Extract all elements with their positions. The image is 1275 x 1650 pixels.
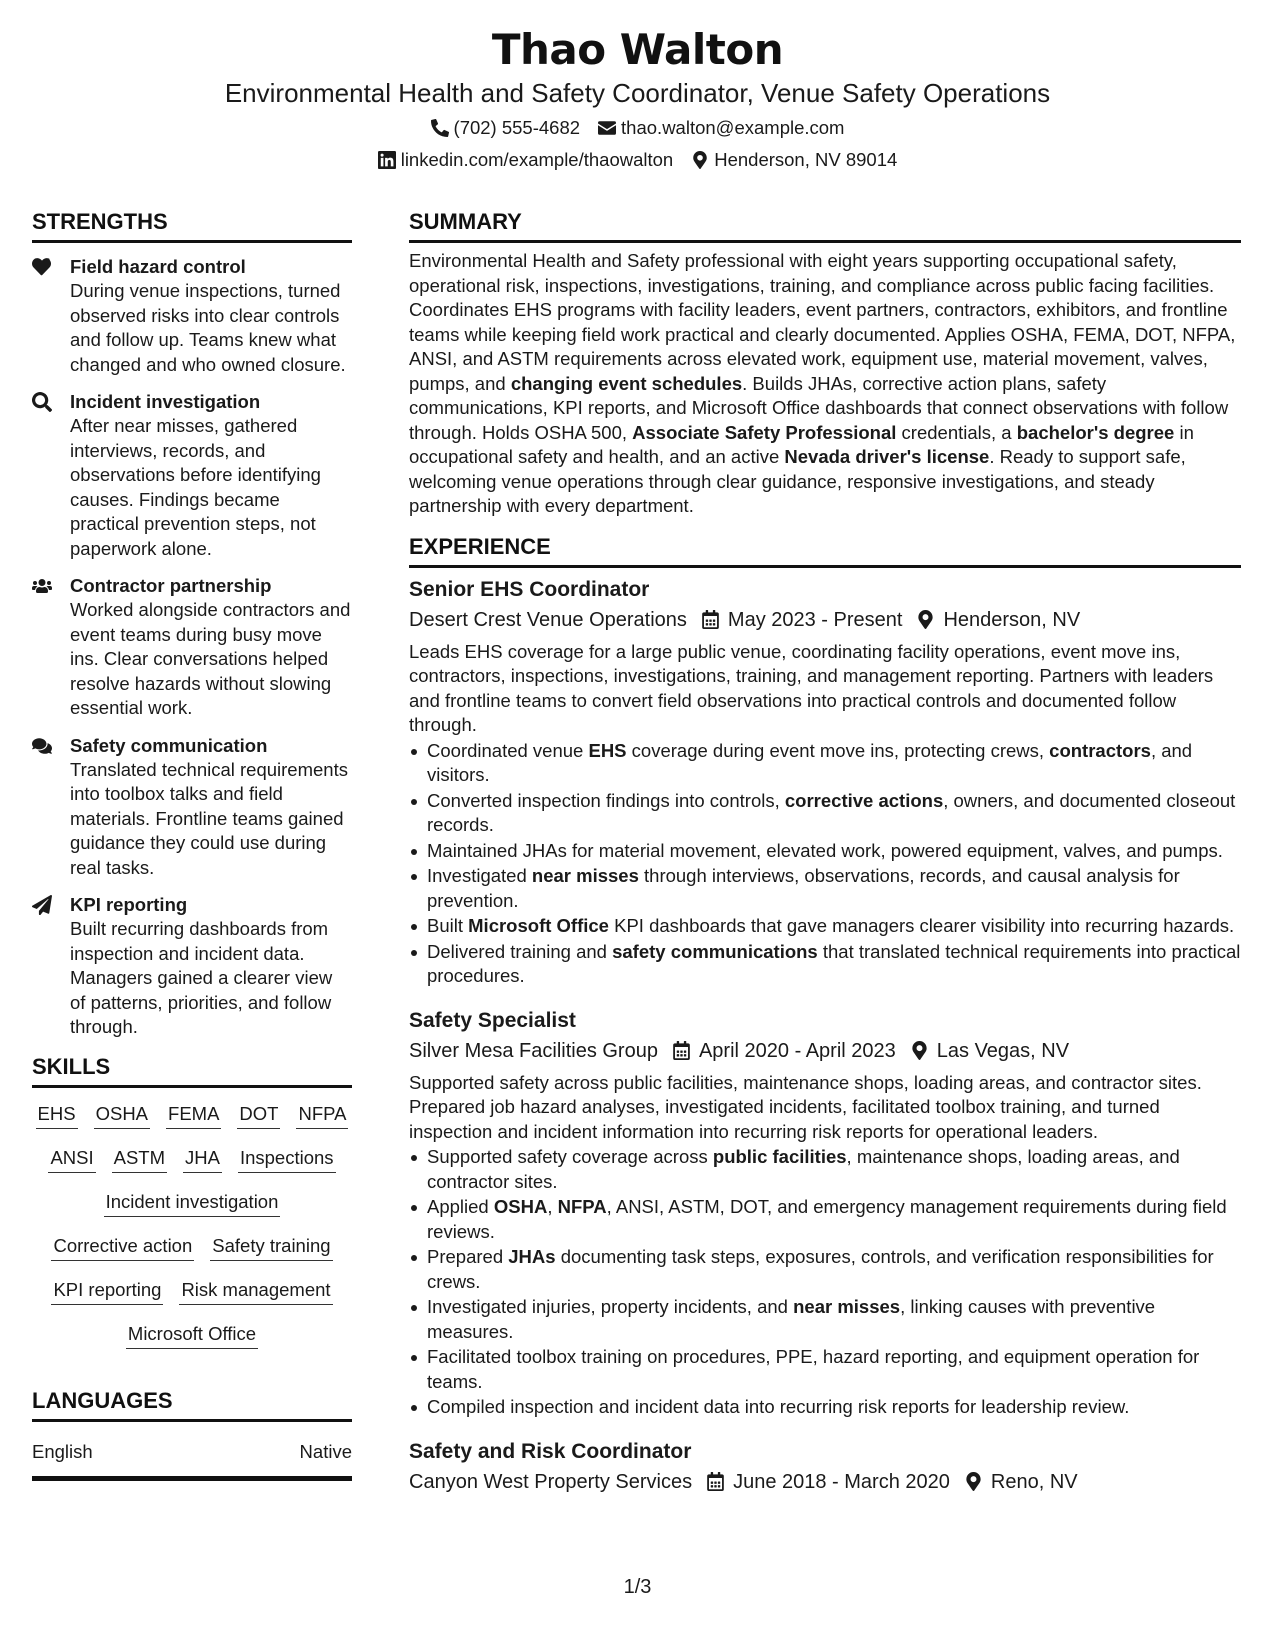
left-column (32, 208, 352, 1481)
text-run: Delivered training and (427, 940, 613, 962)
job-dates (701, 606, 903, 634)
job-location-text: Henderson, NV (943, 608, 1081, 631)
job-title: Safety and Risk Coordinator (409, 1439, 692, 1463)
envelope-icon (598, 119, 616, 137)
bullet-item (409, 839, 1241, 864)
email-text: thao.walton@example.com (621, 117, 845, 138)
text-run: Applied (427, 1196, 494, 1217)
bullet-item (409, 789, 1241, 838)
skill-tag: ANSI (48, 1146, 95, 1173)
skills-section (32, 1053, 352, 1349)
text-run: , linking causes with preventive measures. (427, 1296, 1156, 1342)
experience-heading: EXPERIENCE (409, 533, 1241, 568)
strength-description: Worked alongside contractors and event teams during busy move ins. Clear conversations helped resolve hazards without slowing essential work. (70, 599, 351, 718)
bold-text: Microsoft Office (468, 915, 609, 936)
job-location (916, 606, 1080, 634)
comments-icon (32, 734, 70, 881)
job-description: Supported safety across public facilities, maintenance shops, loading areas, and contractor sites. Prepared job hazard analyses, investigated incidents, facilitated toolbox training, and turned inspection and incident information into recurring risk reports for operational leaders. (409, 1071, 1202, 1142)
text-run: , maintenance shops, loading areas, and contractor sites. (427, 1146, 1180, 1192)
language-row (32, 1440, 352, 1481)
text-run: that translated technical requirements into practical procedures. (427, 940, 1241, 986)
strength-item (32, 390, 352, 561)
skill-tag: Safety training (210, 1234, 332, 1261)
job-company: Silver Mesa Facilities Group (409, 1039, 658, 1062)
bold-text: EHS (588, 739, 627, 761)
skill-tag: Risk management (179, 1278, 332, 1305)
job-meta (409, 1037, 1241, 1065)
contact-row-2 (0, 148, 1275, 172)
skill-tag: Microsoft Office (126, 1322, 258, 1349)
candidate-role: Environmental Health and Safety Coordinator, Venue Safety Operations (224, 78, 1051, 108)
linkedin-contact[interactable] (378, 148, 674, 172)
strength-body (70, 893, 352, 1040)
strength-description: After near misses, gathered interviews, records, and observations before identifying causes. Findings became practical prevention steps, not paperwork alone. (70, 415, 321, 559)
strength-body (70, 734, 352, 881)
skill-tag: NFPA (296, 1102, 348, 1129)
job-title: Safety Specialist (409, 1008, 576, 1032)
calendar-icon (701, 610, 720, 629)
strengths-heading: STRENGTHS (32, 208, 352, 243)
skill-row (32, 1322, 352, 1349)
bullet-item (409, 1145, 1241, 1194)
text-run: Converted inspection findings into controls, (427, 789, 785, 811)
bold-text: NFPA (557, 1196, 607, 1217)
strength-description: Built recurring dashboards from inspection and incident data. Managers gained a clearer view of patterns, priorities, and follow through. (70, 918, 333, 1037)
bullet-item (409, 1195, 1241, 1244)
job-dates-text: April 2020 - April 2023 (698, 1039, 896, 1062)
bold-text: near misses (531, 865, 639, 886)
text-run: Compiled inspection and incident data into recurring risk reports for leadership review. (427, 1396, 1130, 1417)
skill-row (32, 1146, 352, 1173)
bold-text: JHAs (508, 1246, 556, 1267)
right-column (409, 208, 1241, 1496)
page-number: 1/3 (623, 1576, 652, 1598)
strength-item (32, 734, 352, 881)
phone-contact[interactable] (431, 116, 581, 140)
resume-header (0, 22, 1275, 172)
strength-body (70, 255, 352, 377)
bold-text: safety communications (612, 940, 818, 962)
skill-row (32, 1190, 352, 1217)
skill-tag: EHS (36, 1102, 78, 1129)
text-run: Coordinated venue (427, 739, 589, 761)
skill-tag: Incident investigation (104, 1190, 281, 1217)
strengths-list (32, 255, 352, 1040)
bold-text: OSHA (493, 1196, 548, 1217)
paper-plane-icon (32, 893, 70, 1040)
map-marker-icon (691, 151, 709, 169)
skill-tag: FEMA (166, 1102, 221, 1129)
skill-tag: DOT (237, 1102, 280, 1129)
bold-text: corrective actions (784, 789, 944, 811)
phone-text: (702) 555-4682 (453, 117, 581, 138)
text-run: Supported safety coverage across (427, 1146, 713, 1167)
heart-icon (32, 255, 70, 377)
job-company: Canyon West Property Services (409, 1470, 693, 1493)
bullet-item (409, 1345, 1241, 1394)
strength-title: Contractor partnership (70, 575, 272, 596)
text-run: Environmental Health and Safety professional with eight years supporting occupational safety, operational risk, inspections, investigations, training, and compliance across public facing facilities. Coordinates EHS programs with facility leaders, event partners, contractors, exhibitors, and frontline teams while keeping field work practical and clearly documented. Applies OSHA, FEMA, DOT, NFPA, ANSI, and ASTM requirements across elevated work, equipment use, material movement, valves, pumps, and (409, 250, 1236, 394)
map-marker-icon (916, 610, 935, 629)
text-run: credentials, a (896, 421, 1017, 443)
calendar-icon (706, 1472, 725, 1491)
text-run: KPI dashboards that gave managers clearer visibility into recurring hazards. (608, 915, 1235, 936)
text-run: . Ready to support safe, welcoming venue operations through clear guidance, responsive investigations, and steady partnership with every department. (409, 446, 1186, 516)
bold-text: changing event schedules (510, 372, 743, 394)
job-company: Desert Crest Venue Operations (409, 608, 687, 631)
strength-description: Translated technical requirements into toolbox talks and field materials. Frontline teams gained guidance they could use during real tasks. (70, 758, 348, 878)
job-location (964, 1468, 1078, 1496)
location-text: Henderson, NV 89014 (714, 149, 898, 170)
job-entry (409, 1438, 1241, 1496)
bullet-item (409, 1245, 1241, 1294)
job-bullets (409, 1145, 1241, 1420)
text-run: , (547, 1196, 558, 1217)
bullet-item (409, 1295, 1241, 1344)
contact-row-1 (0, 116, 1275, 140)
summary-heading: SUMMARY (409, 208, 1241, 243)
skill-row (32, 1278, 352, 1305)
strength-title: KPI reporting (70, 894, 188, 915)
skill-tag: Corrective action (51, 1234, 194, 1261)
job-entry (409, 576, 1241, 989)
bold-text: Associate Safety Professional (632, 421, 897, 443)
bullet-item (409, 739, 1241, 788)
languages-section (32, 1387, 352, 1481)
strength-item (32, 574, 352, 721)
text-run: . Builds JHAs, corrective action plans, safety communications, KPI reports, and Microsoft Office dashboards that connect observations with follow through. Holds OSHA 500, (409, 372, 1229, 443)
bullet-item (409, 864, 1241, 913)
strength-title: Field hazard control (70, 256, 246, 277)
job-description: Leads EHS coverage for a large public venue, coordinating facility operations, event move ins, contractors, inspections, investigations, training, and management reporting. Partners with leaders and frontline teams to convert field observations into practical controls and documented follow through. (409, 640, 1214, 735)
text-run: in occupational safety and health, and an active (409, 421, 1194, 467)
phone-icon (431, 119, 449, 137)
text-run: , ANSI, ASTM, DOT, and emergency management requirements during field reviews. (427, 1196, 1227, 1242)
experience-section (409, 533, 1241, 1496)
text-run: coverage during event move ins, protecting crews, (626, 739, 1050, 761)
experience-list (409, 576, 1241, 1496)
strength-body (70, 574, 352, 721)
job-bullets (409, 739, 1241, 989)
linkedin-icon (378, 151, 396, 169)
skill-tag: JHA (183, 1146, 222, 1173)
strength-body (70, 390, 352, 561)
languages-heading: LANGUAGES (32, 1387, 352, 1422)
bold-text: Nevada driver's license (784, 446, 990, 467)
text-run: Built (427, 915, 469, 936)
calendar-icon (672, 1041, 691, 1060)
skills-list (32, 1102, 352, 1349)
text-run: Maintained JHAs for material movement, elevated work, powered equipment, valves, and pumps. (427, 839, 1223, 861)
job-dates-text: May 2023 - Present (727, 608, 903, 631)
map-marker-icon (964, 1472, 983, 1491)
job-location-text: Las Vegas, NV (936, 1039, 1070, 1062)
job-title: Senior EHS Coordinator (409, 577, 650, 601)
strength-title: Safety communication (70, 734, 268, 756)
job-meta (409, 1468, 1241, 1496)
skill-tag: ASTM (112, 1146, 167, 1173)
text-run: Facilitated toolbox training on procedures, PPE, hazard reporting, and equipment operation for teams. (427, 1346, 1200, 1392)
job-entry (409, 1007, 1241, 1420)
text-run: Investigated injuries, property incidents, and (427, 1296, 794, 1317)
users-icon (32, 574, 70, 721)
search-icon (32, 390, 70, 561)
job-dates (706, 1468, 950, 1496)
skills-heading: SKILLS (32, 1053, 352, 1088)
language-level: Native (299, 1440, 352, 1462)
strength-item (32, 893, 352, 1040)
candidate-name: Thao Walton (491, 25, 784, 74)
strength-description: During venue inspections, turned observed risks into clear controls and follow up. Teams knew what changed and who owned closure. (70, 280, 346, 375)
text-run: , owners, and documented closeout records. (427, 789, 1236, 835)
summary-text (409, 249, 1241, 519)
bold-text: contractors (1049, 739, 1151, 761)
bold-text: near misses (793, 1296, 901, 1317)
skill-row (32, 1234, 352, 1261)
skill-tag: KPI reporting (51, 1278, 163, 1305)
linkedin-text: linkedin.com/example/thaowalton (400, 149, 674, 170)
language-name: English (32, 1440, 93, 1462)
bullet-item (409, 1395, 1241, 1420)
strengths-section (32, 208, 352, 1040)
bullet-item (409, 914, 1241, 939)
job-meta (409, 606, 1241, 634)
email-contact[interactable] (598, 116, 844, 140)
text-run: Prepared (427, 1246, 509, 1267)
job-location (910, 1037, 1069, 1065)
location-contact (691, 148, 897, 172)
job-dates-text: June 2018 - March 2020 (733, 1470, 950, 1493)
strength-item (32, 255, 352, 377)
skill-tag: OSHA (94, 1102, 150, 1129)
bullet-item (409, 940, 1241, 989)
skill-tag: Inspections (238, 1146, 336, 1173)
text-run: documenting task steps, exposures, controls, and verification responsibilities for crews. (427, 1246, 1214, 1292)
text-run: , and visitors. (427, 739, 1193, 785)
text-run: Investigated (427, 865, 532, 886)
strength-title: Incident investigation (70, 391, 261, 412)
map-marker-icon (910, 1041, 929, 1060)
bold-text: public facilities (712, 1146, 847, 1167)
job-dates (672, 1037, 896, 1065)
text-run: through interviews, observations, records, and causal analysis for prevention. (427, 865, 1180, 911)
bold-text: bachelor's degree (1016, 421, 1175, 443)
skill-row (32, 1102, 352, 1129)
job-location-text: Reno, NV (990, 1470, 1078, 1493)
summary-section (409, 208, 1241, 519)
